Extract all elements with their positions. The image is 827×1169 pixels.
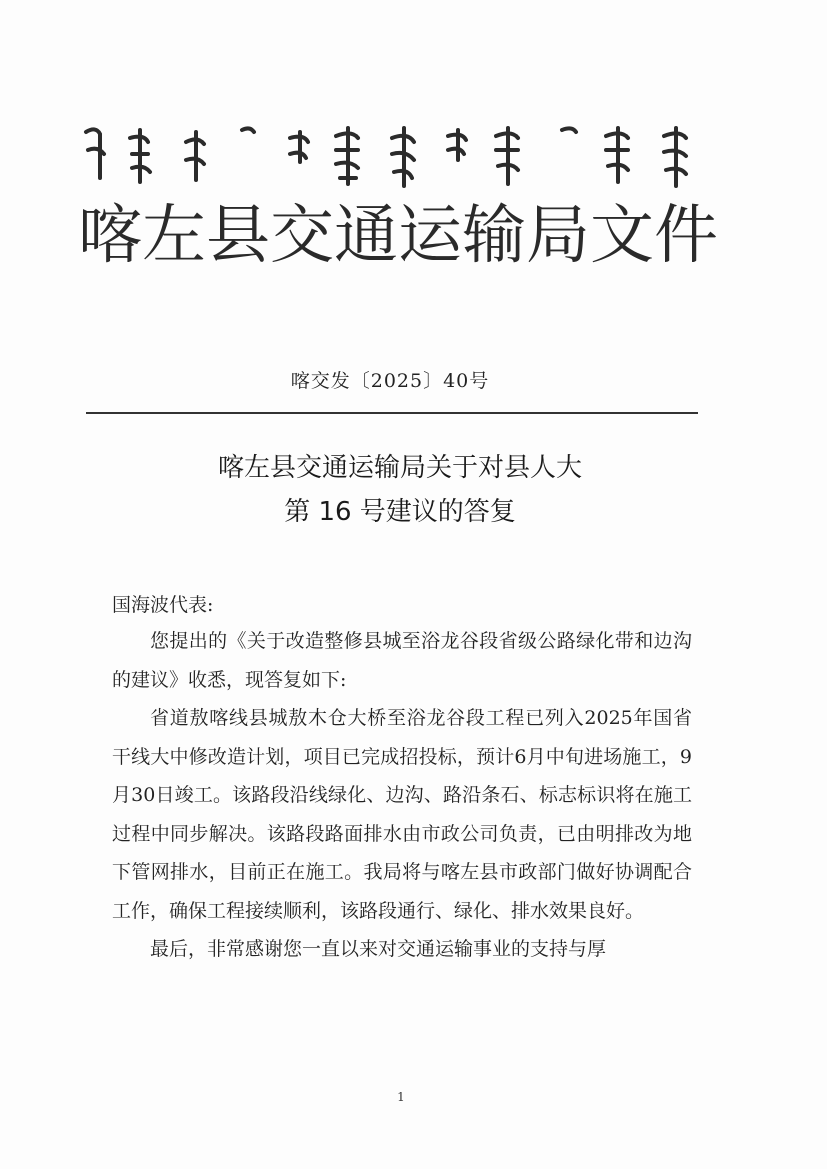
mongolian-script-glyphs — [78, 120, 718, 190]
body-paragraph: 省道敖喀线县城敖木仓大桥至浴龙谷段工程已列入2025年国省干线大中修改造计划，项目已完成招投标，预计6月中旬进场施工，9月30日竣工。该路段沿线绿化、边沟、路沿条石、标志标识将在施工过程中同步解决。该路段路面排水由市政公司负责，已由明排改为地下管网排水，目前正在施工。我局将与喀左县市政部门做好协调配合工作，确保工程接续顺利，该路段通行、绿化、排水效果良好。 — [112, 707, 692, 922]
salutation: 国海波代表: — [112, 594, 214, 616]
document-title-line-1: 喀左县交通运输局关于对县人大 — [217, 453, 582, 483]
issuing-agency-header: 喀左县交通运输局文件 — [78, 199, 718, 273]
page-number: 1 — [397, 1090, 405, 1104]
document-title — [0, 446, 800, 534]
body-paragraph: 您提出的《关于改造整修县城至浴龙谷段省级公路绿化带和边沟的建议》收悉，现答复如下: — [112, 630, 692, 691]
mongolian-script-header — [78, 120, 718, 190]
document-title-line-2: 第 16 号建议的答复 — [284, 497, 516, 527]
header-divider — [86, 412, 698, 414]
document-body — [112, 622, 692, 969]
body-paragraph: 最后，非常感谢您一直以来对交通运输事业的支持与厚 — [150, 938, 607, 960]
document-number: 喀交发〔2025〕40号 — [290, 370, 490, 392]
